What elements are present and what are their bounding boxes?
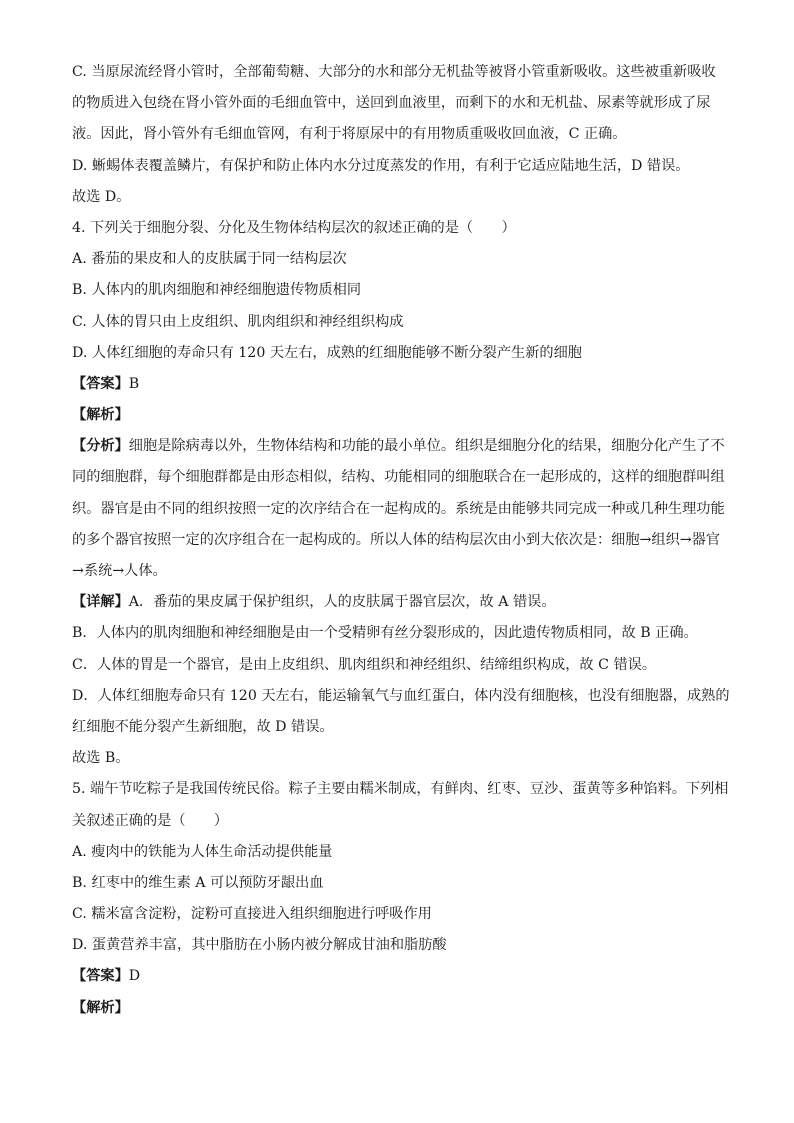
fenxi-tag: 【分析】 [72,438,129,455]
analysis-tag: 【解析】 [72,407,129,424]
question-4-option-b: B. 人体内的肌肉细胞和神经细胞遗传物质相同 [72,282,362,299]
text-line: 的多个器官按照一定的次序组合在一起构成的。所以人体的结构层次由小到大依次是：细胞→组织→器官 [72,531,721,548]
text-line: C. 当原尿流经肾小管时，全部葡萄糖、大部分的水和部分无机盐等被肾小管重新吸收。这些被重新吸收 [72,64,716,80]
question-5-option-a: A. 瘦肉中的铁能为人体生命活动提供能量 [72,843,333,860]
xiangjie-text: A．番茄的果皮属于保护组织，人的皮肤属于器官层次，故 A 错误。 [128,594,556,611]
text-line: →系统→人体。 [72,563,167,579]
question-4-fenxi [72,436,724,456]
answer-tag: 【答案】 [72,968,129,985]
question-4-option-d: D. 人体红细胞的寿命只有 120 天左右，成熟的红细胞能够不断分裂产生新的细胞 [72,344,582,361]
text-line: 的物质进入包绕在肾小管外面的毛细血管中，送回到血液里，而剩下的水和无机盐、尿素等就形成了尿 [72,95,711,112]
analysis-tag: 【解析】 [72,999,129,1016]
text-line: D. 蜥蜴体表覆盖鳞片，有保护和防止体内水分过度蒸发的作用，有利于它适应陆地生活，D 错误。 [72,157,690,174]
question-4-xiangjie [72,592,724,612]
text-line: 织。器官是由不同的组织按照一定的次序结合在一起构成的。系统是由能够共同完成一种或几种生理功能 [72,500,725,517]
question-4-analysis [72,405,724,425]
answer-tag: 【答案】 [72,375,129,392]
question-4-answer [72,374,724,394]
question-4-option-c: C. 人体的胃只由上皮组织、肌肉组织和神经组织构成 [72,313,404,330]
fenxi-text: 细胞是除病毒以外，生物体结构和功能的最小单位。组织是细胞分化的结果，细胞分化产生了不 [128,438,725,455]
question-5-analysis [72,998,724,1018]
question-5-option-d: D. 蛋黄营养丰富，其中脂肪在小肠内被分解成甘油和脂肪酸 [72,937,447,954]
text-line: 红细胞不能分裂产生新细胞，故 D 错误。 [72,718,334,735]
question-5-option-b: B. 红枣中的维生素 A 可以预防牙龈出血 [72,874,324,891]
text-line: C．人体的胃是一个器官，是由上皮组织、肌肉组织和神经组织、结缔组织构成，故 C 错误。 [72,656,657,673]
question-4-stem: 4. 下列关于细胞分裂、分化及生物体结构层次的叙述正确的是（ ） [72,219,516,236]
text-line: 故选 D。 [72,188,131,205]
text-line: 故选 B。 [72,750,130,767]
question-5-stem-cont: 关叙述正确的是（ ） [72,812,229,829]
text-line: 液。因此，肾小管外有毛细血管网，有利于将原尿中的有用物质重吸收回血液，C 正确。 [72,126,627,143]
question-5-option-c: C. 糯米富含淀粉，淀粉可直接进入组织细胞进行呼吸作用 [72,906,432,923]
text-line: B．人体内的肌肉细胞和神经细胞是由一个受精卵有丝分裂形成的，因此遗传物质相同，故 B 正确。 [72,625,698,642]
question-4-option-a: A. 番茄的果皮和人的皮肤属于同一结构层次 [72,251,347,268]
text-line: 同的细胞群，每个细胞群都是由形态相似，结构、功能相同的细胞联合在一起形成的，这样的细胞群叫组 [72,469,725,486]
text-line: D．人体红细胞寿命只有 120 天左右，能运输氧气与血红蛋白，体内没有细胞核，也没有细胞器，成熟的 [72,687,730,704]
xiangjie-tag: 【详解】 [72,594,129,611]
answer-value: D [128,968,141,985]
answer-value: B [128,375,140,392]
question-5-stem: 5. 端午节吃粽子是我国传统民俗。粽子主要由糯米制成，有鲜肉、红枣、豆沙、蛋黄等多种馅料。下列相 [72,781,729,798]
question-5-answer [72,966,724,986]
